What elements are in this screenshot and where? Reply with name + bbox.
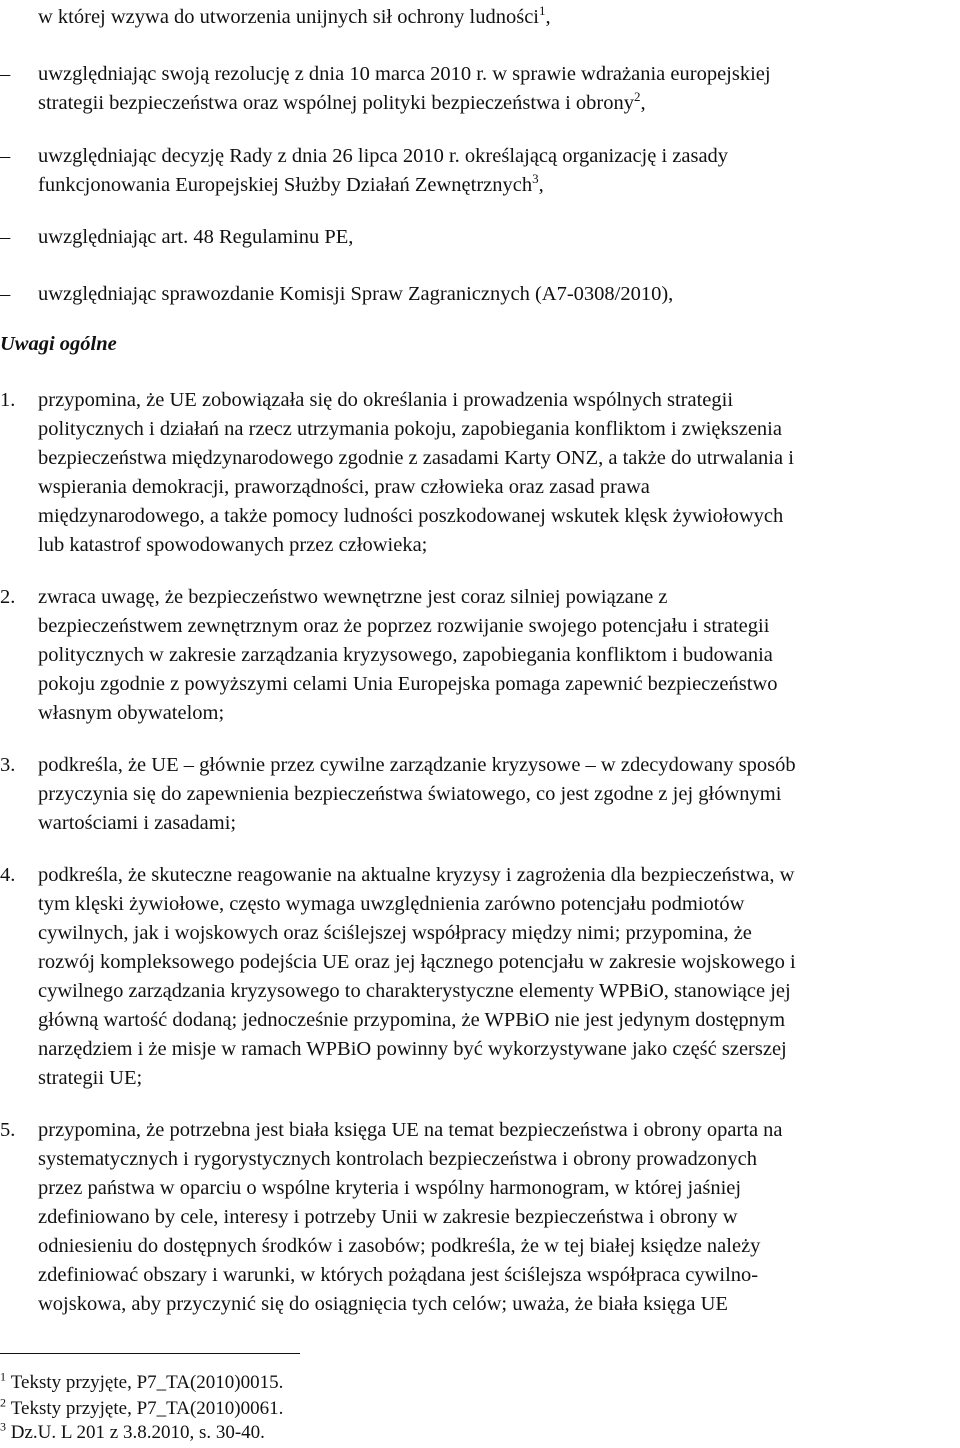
paragraph-line: odniesieniu do dostępnych środków i zasobów; podkreśla, że w tej białej księdze należy bbox=[38, 1235, 761, 1257]
citation-line bbox=[38, 89, 646, 118]
paragraph-line: przyczynia się do zapewnienia bezpieczeństwa światowego, co jest zgodne z jej głównymi bbox=[38, 783, 782, 805]
paragraph-line: strategii UE; bbox=[38, 1067, 143, 1089]
citation-punct: , bbox=[538, 174, 544, 196]
footnote-text: Teksty przyjęte, P7_TA(2010)0061. bbox=[10, 1398, 284, 1419]
paragraph-line: główną wartość dodaną; jednocześnie przypomina, że WPBiO nie jest jedynym dostępnym bbox=[38, 1009, 786, 1031]
paragraph-number: 4. bbox=[0, 864, 16, 886]
citation-line bbox=[38, 171, 544, 200]
paragraph-line: własnym obywatelom; bbox=[38, 702, 225, 724]
citation-text: strategii bezpieczeństwa oraz wspólnej polityki bezpieczeństwa i obrony bbox=[38, 92, 634, 114]
paragraph-line: wojskowa, aby przyczynić się do osiągnięcia tych celów; uważa, że biała księga UE bbox=[38, 1293, 728, 1315]
paragraph-line: cywilnego zarządzania kryzysowego to charakterystyczne elementy WPBiO, stanowiące jej bbox=[38, 980, 791, 1002]
footnote-number: 2 bbox=[0, 1395, 6, 1410]
paragraph-line: wspierania demokracji, praworządności, praw człowieka oraz zasad prawa bbox=[38, 476, 650, 498]
paragraph-line: zwraca uwagę, że bezpieczeństwo wewnętrzne jest coraz silniej powiązane z bbox=[38, 586, 668, 608]
paragraph-line: politycznych i działań na rzecz utrzymania pokoju, zapobiegania konfliktom i zwiększenia bbox=[38, 418, 782, 440]
paragraph-line: międzynarodowego, a także pomocy ludności poszkodowanej wskutek klęsk żywiołowych bbox=[38, 505, 784, 527]
footnote-ref: 2 bbox=[634, 89, 641, 105]
footnote-ref: 3 bbox=[532, 171, 539, 187]
paragraph-number: 5. bbox=[0, 1119, 16, 1141]
paragraph-line: wartościami i zasadami; bbox=[38, 812, 237, 834]
citation-line: uwzględniając swoją rezolucję z dnia 10 marca 2010 r. w sprawie wdrażania europejskiej bbox=[38, 63, 771, 85]
paragraph-line: rozwój kompleksowego podejścia UE oraz jej łącznego potencjału w zakresie wojskowego i bbox=[38, 951, 796, 973]
citation-punct: , bbox=[640, 92, 646, 114]
paragraph-line: narzędziem i że misje w ramach WPBiO powinny być wykorzystywane jako część szerszej bbox=[38, 1038, 787, 1060]
footnote bbox=[0, 1420, 265, 1446]
paragraph-number: 2. bbox=[0, 586, 16, 608]
paragraph-line: przypomina, że UE zobowiązała się do określania i prowadzenia wspólnych strategii bbox=[38, 389, 734, 411]
footnote bbox=[0, 1370, 283, 1396]
intro-line bbox=[38, 3, 551, 32]
paragraph-number: 3. bbox=[0, 754, 16, 776]
dash-bullet: – bbox=[0, 283, 11, 305]
paragraph-line: cywilnych, jak i wojskowych oraz ściślejszej współpracy między nimi; przypomina, że bbox=[38, 922, 752, 944]
section-heading: Uwagi ogólne bbox=[0, 333, 117, 355]
paragraph-line: politycznych w zakresie zarządzania kryzysowego, zapobiegania konfliktom i budowania bbox=[38, 644, 773, 666]
footnote-text: Dz.U. L 201 z 3.8.2010, s. 30-40. bbox=[10, 1422, 265, 1443]
citation-line: uwzględniając decyzję Rady z dnia 26 lipca 2010 r. określającą organizację i zasady bbox=[38, 145, 729, 167]
footnote-separator bbox=[0, 1353, 300, 1354]
citation-line: uwzględniając art. 48 Regulaminu PE, bbox=[38, 226, 354, 248]
paragraph-line: bezpieczeństwa międzynarodowego zgodnie z zasadami Karty ONZ, a także do utrwalania i bbox=[38, 447, 794, 469]
paragraph-line: bezpieczeństwem zewnętrznym oraz że poprzez rozwijanie swojego potencjału i strategii bbox=[38, 615, 770, 637]
intro-text: w której wzywa do utworzenia unijnych sił ochrony ludności bbox=[38, 6, 539, 28]
citation-text: funkcjonowania Europejskiej Służby Działań Zewnętrznych bbox=[38, 174, 533, 196]
paragraph-line: lub katastrof spowodowanych przez człowieka; bbox=[38, 534, 428, 556]
dash-bullet: – bbox=[0, 63, 11, 85]
footnote bbox=[0, 1396, 283, 1422]
dash-bullet: – bbox=[0, 226, 11, 248]
paragraph-line: tym klęski żywiołowe, często wymaga uwzględnienia zarówno potencjału podmiotów bbox=[38, 893, 745, 915]
footnote-text: Teksty przyjęte, P7_TA(2010)0015. bbox=[10, 1372, 284, 1393]
paragraph-line: systematycznych i rygorystycznych kontrolach bezpieczeństwa i obrony prowadzonych bbox=[38, 1148, 757, 1170]
footnote-number: 1 bbox=[0, 1369, 6, 1384]
paragraph-line: zdefiniowano by cele, interesy i potrzeby Unii w zakresie bezpieczeństwa i obrony w bbox=[38, 1206, 738, 1228]
paragraph-line: pokoju zgodnie z powyższymi celami Unia Europejska pomaga zapewnić bezpieczeństwo bbox=[38, 673, 778, 695]
paragraph-number: 1. bbox=[0, 389, 16, 411]
paragraph-line: zdefiniować obszary i warunki, w których pożądana jest ściślejsza współpraca cywilno- bbox=[38, 1264, 759, 1286]
citation-line: uwzględniając sprawozdanie Komisji Spraw Zagranicznych (A7-0308/2010), bbox=[38, 283, 674, 305]
paragraph-line: przypomina, że potrzebna jest biała księga UE na temat bezpieczeństwa i obrony oparta na bbox=[38, 1119, 783, 1141]
paragraph-line: podkreśla, że UE – głównie przez cywilne zarządzanie kryzysowe – w zdecydowany sposób bbox=[38, 754, 796, 776]
paragraph-line: podkreśla, że skuteczne reagowanie na aktualne kryzysy i zagrożenia dla bezpieczeństwa, w bbox=[38, 864, 795, 886]
dash-bullet: – bbox=[0, 145, 11, 167]
footnote-ref: 1 bbox=[539, 3, 546, 19]
paragraph-line: przez państwa w oparciu o wspólne kryteria i wspólny harmonogram, w której jaśniej bbox=[38, 1177, 742, 1199]
footnote-number: 3 bbox=[0, 1419, 6, 1434]
intro-punct: , bbox=[545, 6, 551, 28]
